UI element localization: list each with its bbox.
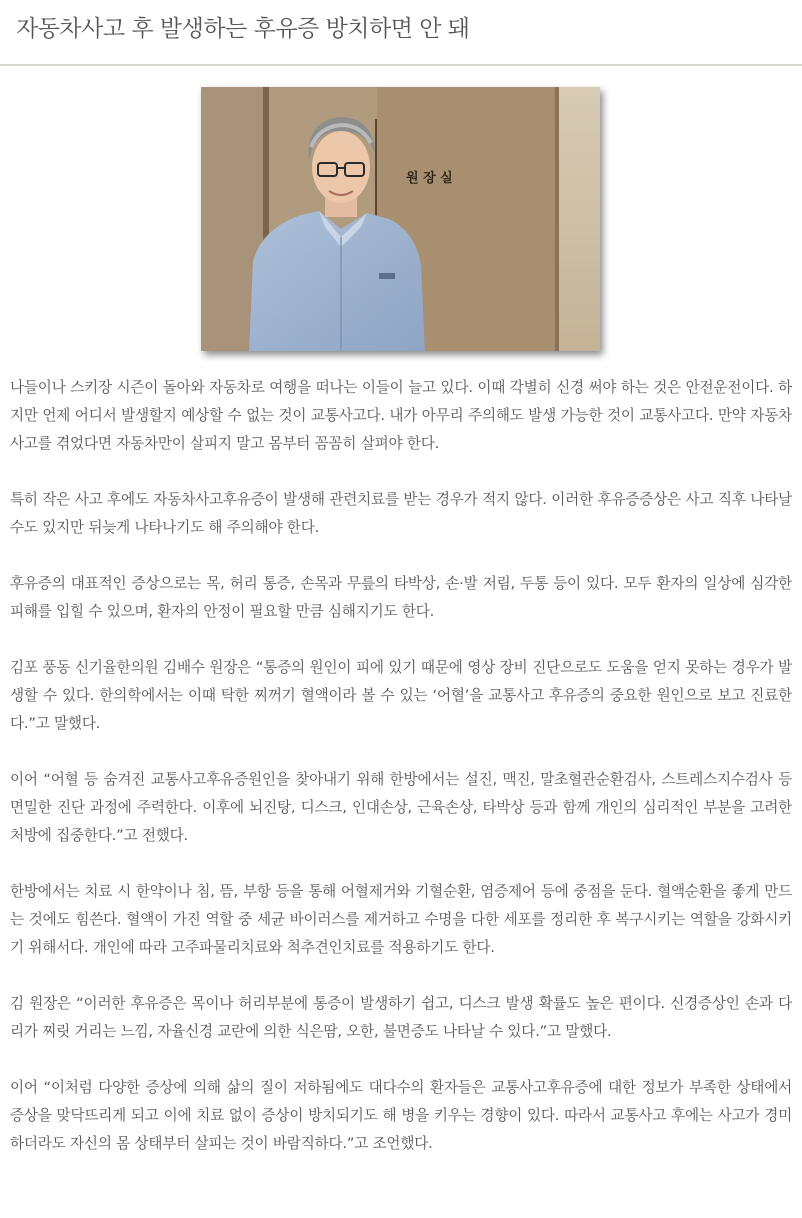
article-photo	[201, 87, 600, 351]
door-sign-text: 원 장 실	[406, 171, 453, 186]
paragraph: 이어 “어혈 등 숨겨진 교통사고후유증원인을 찾아내기 위해 한방에서는 설진, 맥진, 말초혈관순환검사, 스트레스지수검사 등 면밀한 진단 과정에 주력한다. 이후에 뇌진탕, 디스크, 인대손상, 근육손상, 타박상 등과 함께 개인의 심리적인 부분을 고려한 처방에 집중한다.”고 전했다.	[10, 771, 792, 844]
article-body	[10, 374, 792, 1186]
paragraph: 후유증의 대표적인 증상으로는 목, 허리 통증, 손목과 무릎의 타박상, 손·발 저림, 두통 등이 있다. 모두 환자의 일상에 심각한 피해를 입힐 수 있으며, 환자의 안정이 필요할 만큼 심해지기도 한다.	[10, 575, 792, 620]
article-title: 자동차사고 후 발생하는 후유증 방치하면 안 돼	[16, 16, 470, 42]
paragraph: 한방에서는 치료 시 한약이나 침, 뜸, 부항 등을 통해 어혈제거와 기혈순환, 염증제어 등에 중점을 둔다. 혈액순환을 좋게 만드는 것에도 힘쓴다. 혈액이 가진 역할 중 세균 바이러스를 제거하고 수명을 다한 세포를 정리한 후 복구시키는 역할을 강화시키기 위해서다. 개인에 따라 고주파물리치료와 척추견인치료를 적용하기도 한다.	[10, 883, 792, 956]
paragraph: 김포 풍동 신기율한의원 김배수 원장은 “통증의 원인이 피에 있기 때문에 영상 장비 진단으로도 도움을 얻지 못하는 경우가 발생할 수 있다. 한의학에서는 이때 탁한 찌꺼기 혈액이라 볼 수 있는 ‘어혈’을 교통사고 후유증의 중요한 원인으로 보고 진료한다.”고 말했다.	[10, 659, 792, 732]
paragraph: 특히 작은 사고 후에도 자동차사고후유증이 발생해 관련치료를 받는 경우가 적지 않다. 이러한 후유증증상은 사고 직후 나타날 수도 있지만 뒤늦게 나타나기도 해 주의해야 한다.	[10, 491, 792, 536]
doctor-portrait-image	[201, 87, 600, 351]
title-bar	[0, 0, 802, 66]
paragraph: 이어 “이처럼 다양한 증상에 의해 삶의 질이 저하됨에도 대다수의 환자들은 교통사고후유증에 대한 정보가 부족한 상태에서 증상을 맞닥뜨리게 되고 이에 치료 없이 증상이 방치되기도 해 병을 키우는 경향이 있다. 따라서 교통사고 후에는 사고가 경미하더라도 자신의 몸 상태부터 살피는 것이 바람직하다.”고 조언했다.	[10, 1079, 792, 1152]
paragraph: 나들이나 스키장 시즌이 돌아와 자동차로 여행을 떠나는 이들이 늘고 있다. 이때 각별히 신경 써야 하는 것은 안전운전이다. 하지만 언제 어디서 발생할지 예상할 수 없는 것이 교통사고다. 내가 아무리 주의해도 발생 가능한 것이 교통사고다. 만약 자동차사고를 겪었다면 자동차만이 살피지 말고 몸부터 꼼꼼히 살펴야 한다.	[10, 379, 792, 452]
paragraph: 김 원장은 “이러한 후유증은 목이나 허리부분에 통증이 발생하기 쉽고, 디스크 발생 확률도 높은 편이다. 신경증상인 손과 다리가 찌릿 거리는 느낌, 자율신경 교란에 의한 식은땀, 오한, 불면증도 나타날 수 있다.”고 말했다.	[10, 995, 792, 1040]
